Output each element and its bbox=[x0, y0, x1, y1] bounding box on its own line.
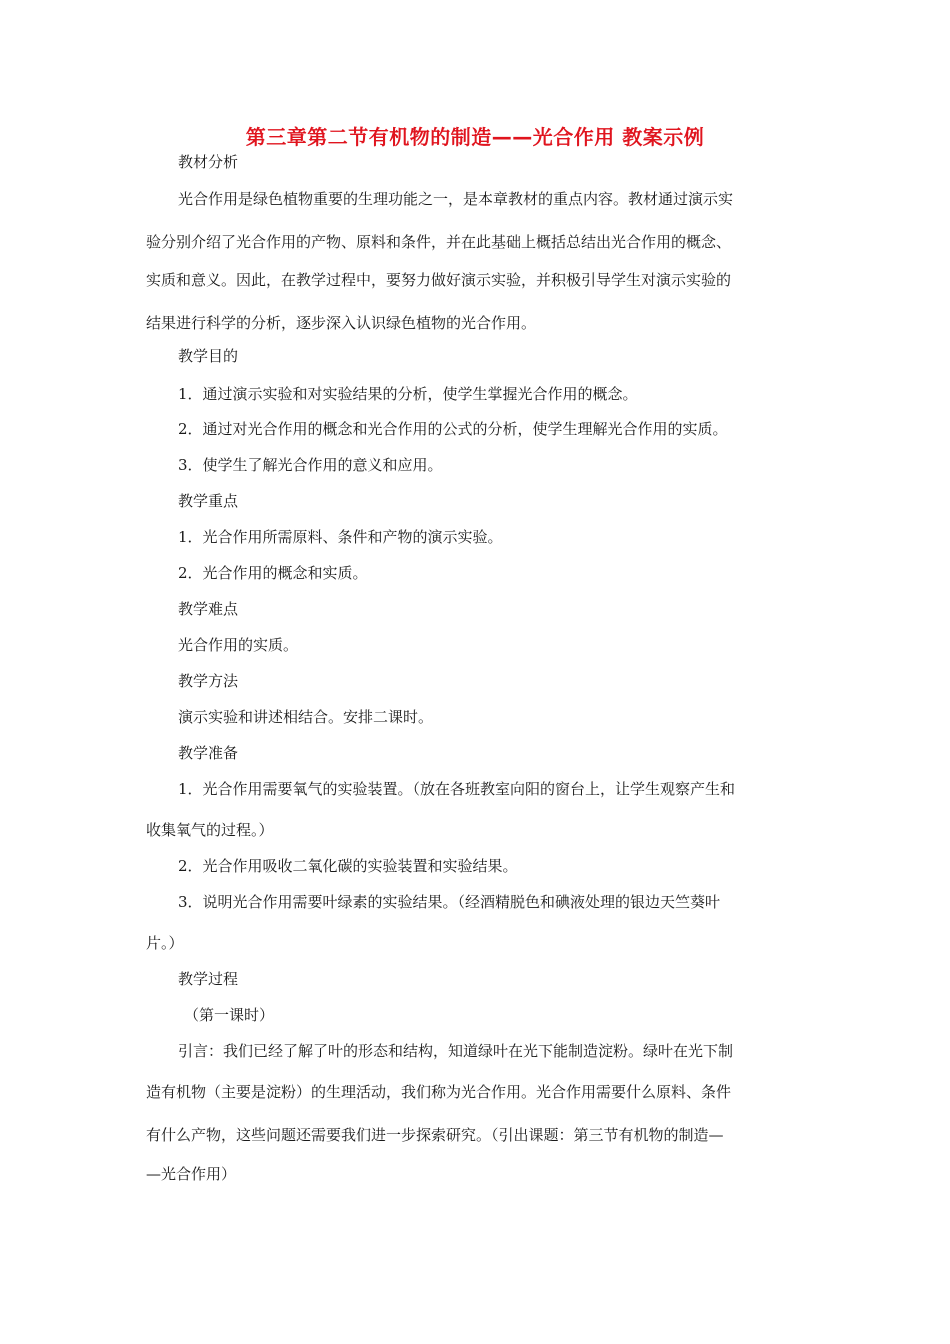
list-item: 1．光合作用所需原料、条件和产物的演示实验。 bbox=[178, 528, 503, 546]
section-heading-objectives: 教学目的 bbox=[178, 347, 239, 365]
list-item: 3．使学生了解光合作用的意义和应用。 bbox=[178, 456, 443, 474]
paragraph-line: 引言：我们已经了解了叶的形态和结构，知道绿叶在光下能制造淀粉。绿叶在光下制 bbox=[178, 1042, 734, 1060]
paragraph-line: —光合作用） bbox=[146, 1165, 237, 1183]
paragraph-line: 实质和意义。因此，在教学过程中，要努力做好演示实验，并积极引导学生对演示实验的 bbox=[146, 271, 732, 289]
paragraph-line: 光合作用是绿色植物重要的生理功能之一，是本章教材的重点内容。教材通过演示实 bbox=[178, 190, 734, 208]
list-item: 1．光合作用需要氧气的实验装置。（放在各班教室向阳的窗台上，让学生观察产生和 bbox=[178, 780, 736, 798]
paragraph-line: 验分别介绍了光合作用的产物、原料和条件，并在此基础上概括总结出光合作用的概念、 bbox=[146, 233, 732, 251]
session-label: （第一课时） bbox=[184, 1006, 275, 1024]
list-item: 2．光合作用的概念和实质。 bbox=[178, 564, 368, 582]
paragraph-line: 演示实验和讲述相结合。安排二课时。 bbox=[178, 708, 434, 726]
document-title: 第三章第二节有机物的制造——光合作用 教案示例 bbox=[245, 125, 705, 149]
list-item-continuation: 片。） bbox=[146, 934, 184, 952]
section-heading-preparation: 教学准备 bbox=[178, 744, 239, 762]
paragraph-line: 有什么产物，这些问题还需要我们进一步探索研究。（引出课题：第三节有机物的制造— bbox=[146, 1126, 724, 1144]
list-item: 2．通过对光合作用的概念和光合作用的公式的分析，使学生理解光合作用的实质。 bbox=[178, 420, 728, 438]
section-heading-difficulties: 教学难点 bbox=[178, 600, 239, 618]
section-heading-analysis: 教材分析 bbox=[178, 153, 239, 171]
list-item: 3．说明光合作用需要叶绿素的实验结果。（经酒精脱色和碘液处理的银边天竺葵叶 bbox=[178, 893, 721, 911]
list-item: 2．光合作用吸收二氧化碳的实验装置和实验结果。 bbox=[178, 857, 518, 875]
section-heading-process: 教学过程 bbox=[178, 970, 239, 988]
section-heading-key-points: 教学重点 bbox=[178, 492, 239, 510]
list-item: 1．通过演示实验和对实验结果的分析，使学生掌握光合作用的概念。 bbox=[178, 385, 638, 403]
list-item-continuation: 收集氧气的过程。） bbox=[146, 821, 274, 839]
paragraph-line: 光合作用的实质。 bbox=[178, 636, 299, 654]
paragraph-line: 造有机物（主要是淀粉）的生理活动，我们称为光合作用。光合作用需要什么原料、条件 bbox=[146, 1083, 732, 1101]
section-heading-methods: 教学方法 bbox=[178, 672, 239, 690]
paragraph-line: 结果进行科学的分析，逐步深入认识绿色植物的光合作用。 bbox=[146, 314, 537, 332]
